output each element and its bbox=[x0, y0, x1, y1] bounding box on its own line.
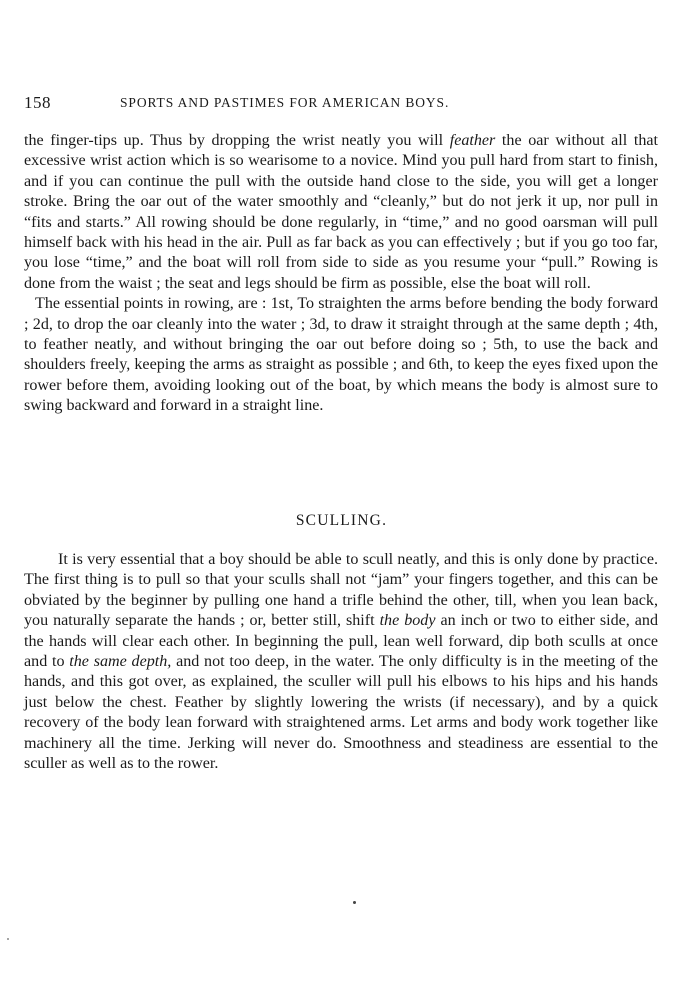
text-segment: an inch or two to either side, and the hands will clear each other. In beginning the pull, lean well forward, dip both sculls at once and to bbox=[24, 612, 658, 671]
italic-the-same-depth: the same depth, bbox=[69, 653, 172, 671]
text-segment: the finger-tips up. Thus by dropping the wrist neatly you will bbox=[24, 132, 450, 149]
section-title-sculling: SCULLING. bbox=[295, 512, 388, 529]
page-number: 158 bbox=[24, 93, 51, 112]
italic-the-body: the body bbox=[379, 612, 436, 630]
sculling-text-block bbox=[24, 550, 658, 774]
italic-feather: feather bbox=[449, 132, 496, 149]
sculling-paragraph bbox=[24, 550, 658, 774]
text-segment: It is very essential that a boy should be able to scull neatly, and this is only done by practice. The first thing is to pull so that your sculls shall not “jam” your fingers together, and this can be obviated by the beginner by pulling one hand a trifle behind the other, till, when you lean back, you naturally separate the hands ; or, better still, shift bbox=[24, 551, 658, 630]
rowing-text-block bbox=[24, 131, 658, 417]
page-header bbox=[24, 93, 656, 115]
print-speck bbox=[353, 901, 356, 904]
running-head: SPORTS AND PASTIMES FOR AMERICAN BOYS. bbox=[120, 95, 450, 110]
print-speck bbox=[7, 938, 9, 940]
text-segment: and not too deep, in the water. The only difficulty is in the meeting of the hands, and this got over, as explained, the sculler will pull his elbows to his hips and his hands just below the chest. Feather by slightly lowering the wrists (if necessary), and by a quick recovery of the body lean forward with straightened arms. Let arms and body work together like machinery all the time. Jerking will never do. Smoothness and steadiness are essential to the sculler as well as to the rower. bbox=[24, 653, 658, 773]
rowing-paragraph-1 bbox=[24, 131, 658, 294]
rowing-paragraph-2: The essential points in rowing, are : 1st, To straighten the arms before bending the body forward ; 2d, to drop the oar cleanly into the water ; 3d, to draw it straight through at the same depth ; 4th, to feather neatly, and without bringing the oar out before doing so ; 5th, to use the back and shoulders freely, keeping the arms as straight as possible ; and 6th, to keep the eyes fixed upon the rower before them, avoiding looking out of the boat, by which means the body is almost sure to swing backward and forward in a straight line. bbox=[24, 295, 658, 415]
text-segment: the oar without all that excessive wrist action which is so wearisome to a novice. Mind you pull hard from start to finish, and if you can continue the pull with the outside hand close to the side, you will get a longer stroke. Bring the oar out of the water smoothly and “cleanly,” but do not jerk it up, nor pull in “fits and starts.” All rowing should be done regularly, in “time,” and no good oarsman will pull himself back with his head in the air. Pull as far back as you can effectively ; but if you go too far, you lose “time,” and the boat will roll from side to side as you resume your “pull.” Rowing is done from the waist ; the seat and legs should be firm as possible, else the boat will roll. bbox=[24, 132, 658, 292]
